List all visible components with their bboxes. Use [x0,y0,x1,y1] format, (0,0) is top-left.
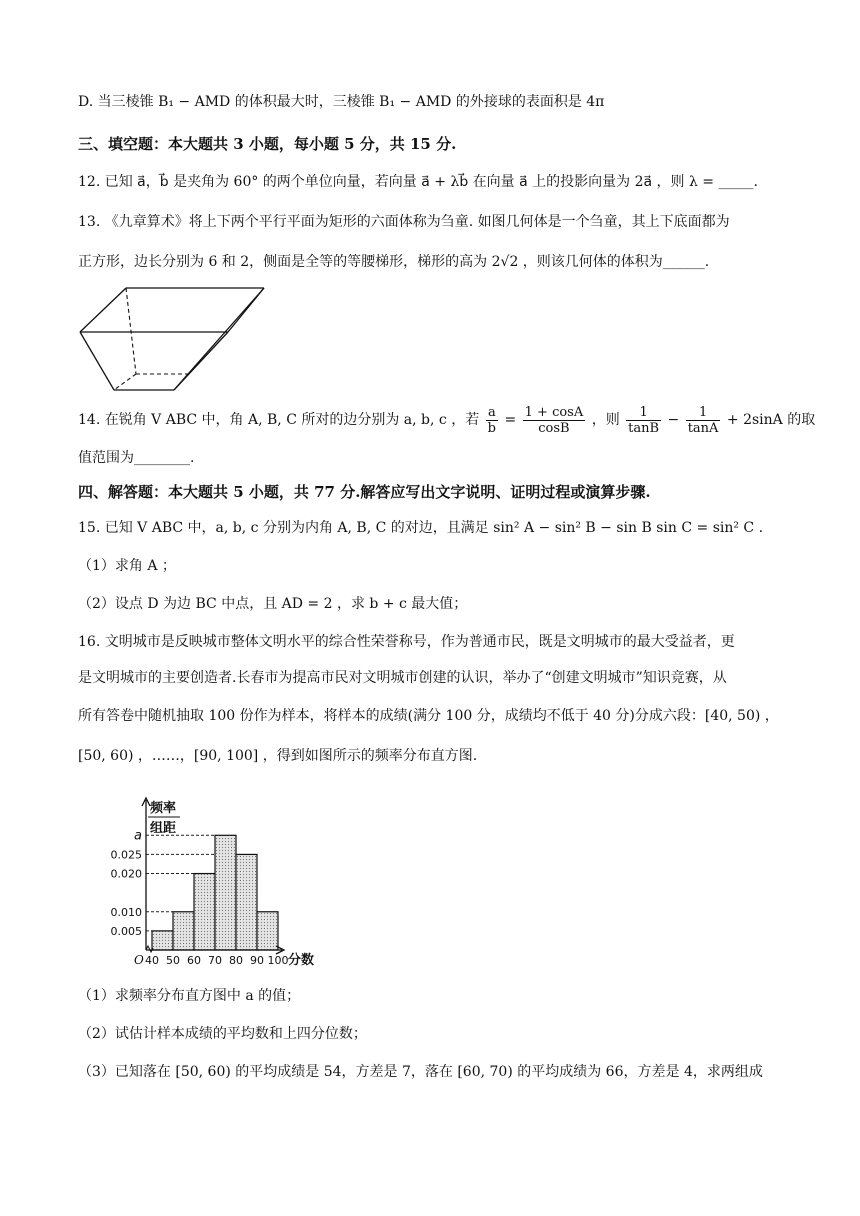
histogram-bar [215,835,236,950]
fraction-cos [523,405,586,436]
question-13-line2: 正方形，边长分别为 6 和 2，侧面是全等的等腰梯形，梯形的高为 2√2 ，则该几何体的体积为______. [78,254,710,270]
fraction-one-over-tanb [626,405,661,436]
question-15-part2: （2）设点 D 为边 BC 中点，且 AD = 2 ，求 b + c 最大值； [78,596,468,612]
lateral-edge-back-right [188,288,264,374]
section-3-heading: 三、填空题：本大题共 3 小题，每小题 5 分，共 15 分. [78,135,457,153]
question-14-line2: 值范围为________. [78,450,195,466]
histogram-bar [236,854,257,950]
equals-sign: = [504,412,517,428]
y-axis-label-numerator: 频率 [150,801,177,816]
fraction-numerator: 1 + cosA [524,404,584,420]
y-axis-label-denominator: 组距 [150,821,177,836]
question-16-part2: （2）试估计样本成绩的平均数和上四分位数； [78,1026,367,1042]
hidden-bottom-left-edge [114,374,136,390]
x-tick-label: 50 [166,954,180,967]
frustum-figure [78,282,268,394]
question-15: 15. 已知 V ABC 中，a, b, c 分别为内角 A, B, C 的对边，且满足 sin² A − sin² B − sin B sin C = sin² C . [78,520,764,536]
y-tick-label: a [134,828,142,844]
x-tick-label: 60 [187,954,201,967]
question-14-line1 [78,400,816,440]
section-4-heading: 四、解答题：本大题共 5 小题，共 77 分.解答应写出文字说明、证明过程或演算步骤. [78,483,651,501]
fraction-denominator: b [487,420,496,436]
histogram-bar [257,912,278,950]
question-16-part3: （3）已知落在 [50, 60) 的平均成绩是 54，方差是 7，落在 [60, 70) 的平均成绩为 66，方差是 4，求两组成 [78,1064,763,1080]
option-d: D. 当三棱锥 B₁ − AMD 的体积最大时，三棱锥 B₁ − AMD 的外接球的表面积是 4π [78,94,605,110]
fraction-numerator: a [486,405,498,421]
histogram-bar [173,912,194,950]
histogram-bar [152,931,173,950]
fraction-denominator: cosB [538,420,570,436]
question-16-line4: [50, 60) ，……，[90, 100] ，得到如图所示的频率分布直方图. [78,748,478,764]
fraction-numerator: 1 [626,405,661,421]
x-tick-label: 100 [267,954,289,967]
q14-text-pre: 14. 在锐角 V ABC 中，角 A, B, C 所对的边分别为 a, b, c ，若 [78,412,480,428]
fraction-denominator: tanA [687,420,719,436]
y-tick-label: 0.010 [110,905,142,919]
fraction-denominator: tanB [628,420,660,436]
histogram-bar [194,874,215,950]
x-tick-label: 90 [250,954,264,967]
q14-text-mid: ，则 [591,412,620,428]
y-tick-label: 0.005 [110,924,142,938]
question-16-line2: 是文明城市的主要创造者.长春市为提高市民对文明城市创建的认识，举办了“创建文明城市”知识竞赛，从 [78,670,727,686]
frequency-histogram [104,792,344,972]
hidden-lateral-edge [126,288,136,374]
question-16-line3: 所有答卷中随机抽取 100 份作为样本，将样本的成绩(满分 100 分，成绩均不低于 40 分)分成六段：[40, 50) ， [78,708,779,724]
minus-sign: − [667,412,680,428]
question-12: 12. 已知 a⃗，b⃗ 是夹角为 60° 的两个单位向量，若向量 a⃗ + λb⃗ 在向量 a⃗ 上的投影向量为 2a⃗ ，则 λ = _____. [78,174,758,190]
question-15-part1: （1）求角 A ； [78,558,176,574]
question-16-part1: （1）求频率分布直方图中 a 的值； [78,988,301,1004]
y-tick-label: 0.025 [110,848,142,862]
question-13-line1: 13. 《九章算术》将上下两个平行平面为矩形的六面体称为刍童. 如图几何体是一个刍童，其上下底面都为 [78,214,730,230]
y-tick-label: 0.020 [110,867,142,881]
question-16-line1: 16. 文明城市是反映城市整体文明水平的综合性荣誉称号，作为普通市民，既是文明城市的最大受益者，更 [78,634,735,650]
fraction-numerator: 1 [686,405,721,421]
fraction-one-over-tana [686,405,721,436]
q14-text-end: 的取 [787,412,816,428]
x-tick-label: 80 [229,954,243,967]
top-left-edge [80,288,126,332]
x-tick-label: 70 [208,954,222,967]
origin-label: O [134,953,144,967]
lateral-edge-front-left [80,332,114,390]
x-tick-label: 40 [145,954,159,967]
x-axis-label: 分数 [288,953,315,968]
q14-expression-tail: + 2sinA [726,412,783,428]
fraction-a-over-b [486,405,498,436]
lateral-edge-front-right [174,332,228,390]
